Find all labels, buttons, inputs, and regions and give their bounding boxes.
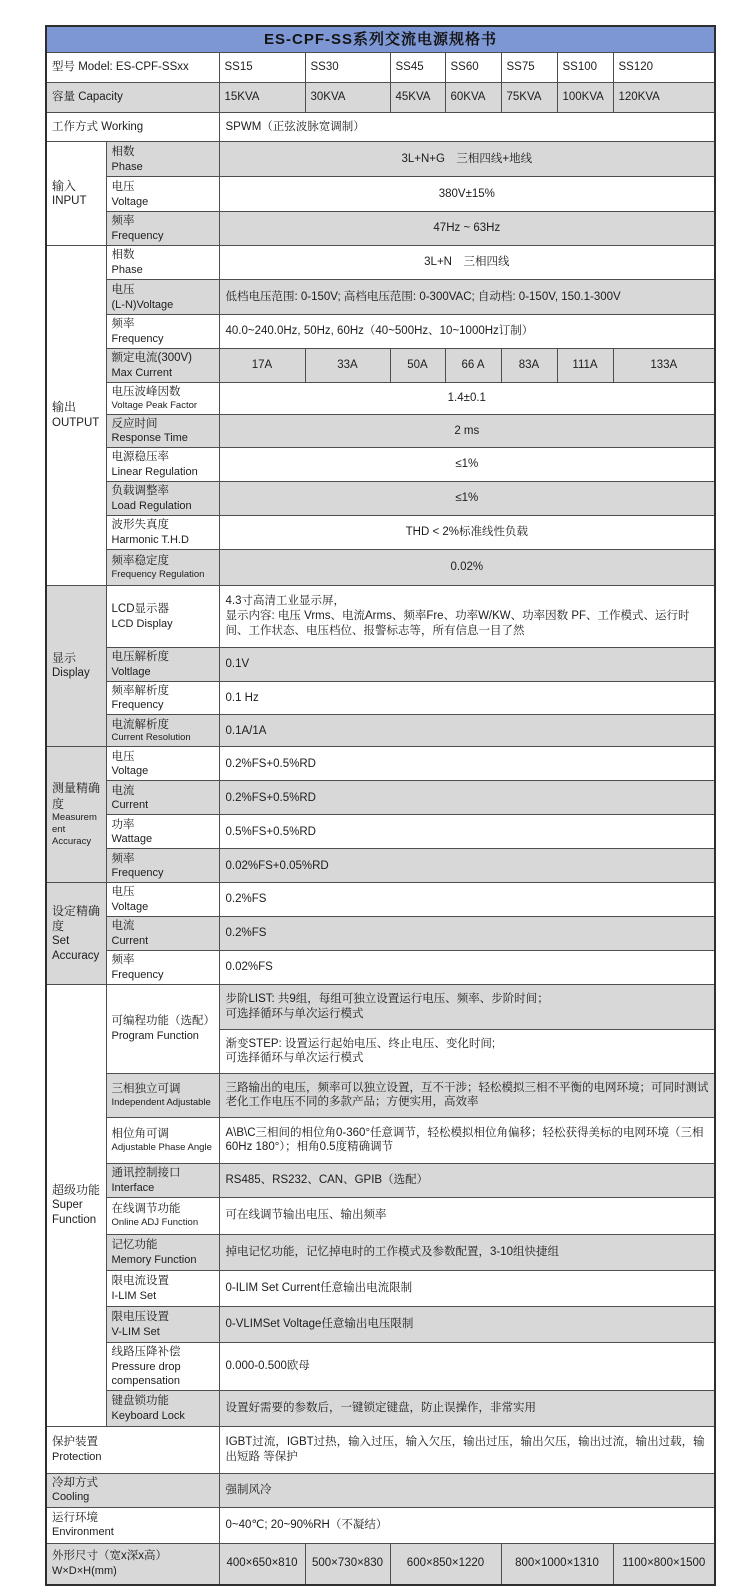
super-program-list-value: 步阶LIST: 共9组，每组可独立设置运行电压、频率、步阶时间； 可选择循环与单次运行模式 (219, 984, 715, 1029)
title-row (46, 26, 715, 53)
output-freq-regulation-label: 频率稳定度 Frequency Regulation (106, 549, 219, 585)
capacity-cell: 60KVA (445, 83, 501, 113)
output-freq-regulation-value: 0.02% (219, 549, 715, 585)
input-voltage-value: 380V±15% (219, 177, 715, 212)
super-pressure-drop-row (46, 1342, 715, 1390)
display-lcd-row (46, 585, 715, 647)
output-peak-factor-value: 1.4±0.1 (219, 382, 715, 414)
output-response-time-label: 反应时间 Response Time (106, 414, 219, 448)
model-row (46, 53, 715, 83)
working-value: SPWM（正弦波脉宽调制） (219, 113, 715, 142)
output-linear-regulation-label: 电源稳压率 Linear Regulation (106, 448, 219, 482)
spec-table (45, 25, 716, 1586)
super-pressure-drop-value: 0.000-0.500欧母 (219, 1342, 715, 1390)
measurement-group-label: 测量精确度 Measurement Accuracy (46, 747, 106, 883)
measurement-frequency-label: 频率 Frequency (106, 849, 219, 883)
super-program-label: 可编程功能（选配） Program Function (106, 984, 219, 1073)
cooling-label: 冷却方式 Cooling (46, 1473, 219, 1507)
display-frequency-res-label: 频率解析度 Frequency (106, 681, 219, 715)
set-frequency-row (46, 951, 715, 985)
model-cell: SS60 (445, 53, 501, 83)
super-v-lim-label: 限电压设置 V-LIM Set (106, 1306, 219, 1342)
cooling-row (46, 1473, 715, 1507)
super-online-adj-row (46, 1197, 715, 1234)
set-frequency-label: 频率 Frequency (106, 951, 219, 985)
measurement-current-row (46, 781, 715, 815)
output-linear-regulation-row (46, 448, 715, 482)
super-i-lim-label: 限电流设置 I-LIM Set (106, 1270, 219, 1306)
max-current-cell: 33A (305, 348, 390, 382)
capacity-cell: 30KVA (305, 83, 390, 113)
measurement-wattage-value: 0.5%FS+0.5%RD (219, 815, 715, 849)
working-label: 工作方式 Working (46, 113, 219, 142)
capacity-row (46, 83, 715, 113)
input-frequency-row (46, 212, 715, 246)
measurement-voltage-label: 电压 Voltage (106, 747, 219, 781)
environment-value: 0~40℃; 20~90%RH（不凝结） (219, 1507, 715, 1543)
input-voltage-label: 电压 Voltage (106, 177, 219, 212)
output-ln-voltage-label: 电压 (L-N)Voltage (106, 280, 219, 315)
output-freq-regulation-row (46, 549, 715, 585)
max-current-cell: 83A (501, 348, 557, 382)
set-current-value: 0.2%FS (219, 917, 715, 951)
output-max-current-label: 额定电流(300V) Max Current (106, 348, 219, 382)
dimensions-row (46, 1543, 715, 1585)
capacity-cell: 15KVA (219, 83, 305, 113)
capacity-cell: 120KVA (613, 83, 715, 113)
input-frequency-label: 频率 Frequency (106, 212, 219, 246)
super-program-list-row (46, 984, 715, 1029)
capacity-cell: 45KVA (390, 83, 445, 113)
dimensions-cell: 1100×800×1500 (613, 1543, 715, 1585)
super-group-label: 超级功能 Super Function (46, 984, 106, 1426)
dimensions-cell: 500×730×830 (305, 1543, 390, 1585)
display-voltage-res-row (46, 647, 715, 681)
super-memory-value: 掉电记忆功能，记忆掉电时的工作模式及参数配置，3-10组快捷组 (219, 1234, 715, 1270)
super-memory-label: 记忆功能 Memory Function (106, 1234, 219, 1270)
output-harmonic-value: THD < 2%标准线性负载 (219, 516, 715, 550)
input-frequency-value: 47Hz ~ 63Hz (219, 212, 715, 246)
super-program-step-value: 渐变STEP: 设置运行起始电压、终止电压、变化时间; 可选择循环与单次运行模式 (219, 1029, 715, 1073)
output-response-time-row (46, 414, 715, 448)
output-linear-regulation-value: ≤1% (219, 448, 715, 482)
output-harmonic-label: 波形失真度 Harmonic T.H.D (106, 516, 219, 550)
super-phase-angle-row (46, 1117, 715, 1163)
display-current-res-value: 0.1A/1A (219, 715, 715, 747)
display-frequency-res-value: 0.1 Hz (219, 681, 715, 715)
model-cell: SS120 (613, 53, 715, 83)
dimensions-cell: 600×850×1220 (390, 1543, 501, 1585)
environment-label: 运行环境 Environment (46, 1507, 219, 1543)
input-group-label: 输入 INPUT (46, 142, 106, 246)
super-i-lim-value: 0-ILIM Set Current任意输出电流限制 (219, 1270, 715, 1306)
model-cell: SS15 (219, 53, 305, 83)
protection-row (46, 1426, 715, 1473)
output-ln-voltage-value: 低档电压范围: 0-150V; 高档电压范围: 0-300VAC; 自动档: 0-150V, 150.1-300V (219, 280, 715, 315)
output-phase-label: 相数 Phase (106, 246, 219, 280)
capacity-label: 容量 Capacity (46, 83, 219, 113)
super-pressure-drop-label: 线路压降补偿 Pressure drop compensation (106, 1342, 219, 1390)
dimensions-label: 外形尺寸（宽x深x高） W×D×H(mm) (46, 1543, 219, 1585)
output-response-time-value: 2 ms (219, 414, 715, 448)
measurement-wattage-row (46, 815, 715, 849)
super-online-adj-value: 可在线调节输出电压、输出频率 (219, 1197, 715, 1234)
display-current-res-row (46, 715, 715, 747)
super-memory-row (46, 1234, 715, 1270)
super-phase-angle-label: 相位角可调 Adjustable Phase Angle (106, 1117, 219, 1163)
measurement-frequency-row (46, 849, 715, 883)
super-independent-value: 三路输出的电压，频率可以独立设置，互不干涉；轻松模拟三相不平衡的电网环境；可同时测试老化工作电压不同的多款产品；方便实用，高效率 (219, 1073, 715, 1117)
set-voltage-label: 电压 Voltage (106, 883, 219, 917)
model-cell: SS75 (501, 53, 557, 83)
output-frequency-row (46, 315, 715, 349)
output-load-regulation-label: 负载调整率 Load Regulation (106, 482, 219, 516)
output-load-regulation-value: ≤1% (219, 482, 715, 516)
measurement-frequency-value: 0.02%FS+0.05%RD (219, 849, 715, 883)
dimensions-cell: 400×650×810 (219, 1543, 305, 1585)
page-title: ES-CPF-SS系列交流电源规格书 (46, 26, 715, 53)
super-v-lim-row (46, 1306, 715, 1342)
max-current-cell: 111A (557, 348, 613, 382)
output-frequency-value: 40.0~240.0Hz, 50Hz, 60Hz（40~500Hz、10~1000Hz订制） (219, 315, 715, 349)
display-current-res-label: 电流解析度 Current Resolution (106, 715, 219, 747)
set-group-label: 设定精确度 Set Accuracy (46, 883, 106, 984)
protection-value: IGBT过流，IGBT过热，输入过压，输入欠压，输出过压，输出欠压，输出过流，输出过载，输出短路 等保护 (219, 1426, 715, 1473)
super-interface-row (46, 1163, 715, 1197)
display-voltage-res-value: 0.1V (219, 647, 715, 681)
protection-label: 保护装置 Protection (46, 1426, 219, 1473)
set-voltage-value: 0.2%FS (219, 883, 715, 917)
super-phase-angle-value: A\B\C三相间的相位角0-360°任意调节，轻松模拟相位角偏移；轻松获得美标的电网环境（三相60Hz 180°）；相角0.5度精确调节 (219, 1117, 715, 1163)
model-cell: SS45 (390, 53, 445, 83)
input-phase-value: 3L+N+G 三相四线+地线 (219, 142, 715, 177)
measurement-voltage-row (46, 747, 715, 781)
output-group-label: 输出 OUTPUT (46, 246, 106, 586)
output-peak-factor-row (46, 382, 715, 414)
max-current-cell: 133A (613, 348, 715, 382)
output-phase-value: 3L+N 三相四线 (219, 246, 715, 280)
set-current-label: 电流 Current (106, 917, 219, 951)
model-label: 型号 Model: ES-CPF-SSxx (46, 53, 219, 83)
output-load-regulation-row (46, 482, 715, 516)
output-ln-voltage-row (46, 280, 715, 315)
super-interface-label: 通讯控制接口 Interface (106, 1163, 219, 1197)
output-frequency-label: 频率 Frequency (106, 315, 219, 349)
input-phase-label: 相数 Phase (106, 142, 219, 177)
super-interface-value: RS485、RS232、CAN、GPIB（选配） (219, 1163, 715, 1197)
super-v-lim-value: 0-VLIMSet Voltage任意输出电压限制 (219, 1306, 715, 1342)
output-phase-row (46, 246, 715, 280)
output-peak-factor-label: 电压波峰因数 Voltage Peak Factor (106, 382, 219, 414)
input-voltage-row (46, 177, 715, 212)
measurement-wattage-label: 功率 Wattage (106, 815, 219, 849)
display-lcd-value: 4.3寸高清工业显示屏， 显示内容: 电压 Vrms、电流Arms、频率Fre、功率W/KW、功率因数 PF、工作模式、运行时间、工作状态、电压档位、报警标志等，所有信息一目了然 (219, 585, 715, 647)
display-lcd-label: LCD显示器 LCD Display (106, 585, 219, 647)
capacity-cell: 100KVA (557, 83, 613, 113)
output-harmonic-row (46, 516, 715, 550)
super-keyboard-lock-label: 键盘锁功能 Keyboard Lock (106, 1390, 219, 1426)
measurement-current-label: 电流 Current (106, 781, 219, 815)
max-current-cell: 17A (219, 348, 305, 382)
input-phase-row (46, 142, 715, 177)
super-independent-label: 三相独立可调 Independent Adjustable (106, 1073, 219, 1117)
super-online-adj-label: 在线调节功能 Online ADJ Function (106, 1197, 219, 1234)
dimensions-cell: 800×1000×1310 (501, 1543, 613, 1585)
set-current-row (46, 917, 715, 951)
model-cell: SS30 (305, 53, 390, 83)
display-voltage-res-label: 电压解析度 Voltlage (106, 647, 219, 681)
environment-row (46, 1507, 715, 1543)
super-i-lim-row (46, 1270, 715, 1306)
set-voltage-row (46, 883, 715, 917)
measurement-current-value: 0.2%FS+0.5%RD (219, 781, 715, 815)
super-keyboard-lock-value: 设置好需要的参数后，一键锁定键盘，防止误操作，非常实用 (219, 1390, 715, 1426)
working-row (46, 113, 715, 142)
super-keyboard-lock-row (46, 1390, 715, 1426)
output-max-current-row (46, 348, 715, 382)
max-current-cell: 66 A (445, 348, 501, 382)
set-frequency-value: 0.02%FS (219, 951, 715, 985)
measurement-voltage-value: 0.2%FS+0.5%RD (219, 747, 715, 781)
display-frequency-res-row (46, 681, 715, 715)
model-cell: SS100 (557, 53, 613, 83)
max-current-cell: 50A (390, 348, 445, 382)
super-independent-row (46, 1073, 715, 1117)
cooling-value: 强制风冷 (219, 1473, 715, 1507)
display-group-label: 显示 Display (46, 585, 106, 747)
capacity-cell: 75KVA (501, 83, 557, 113)
